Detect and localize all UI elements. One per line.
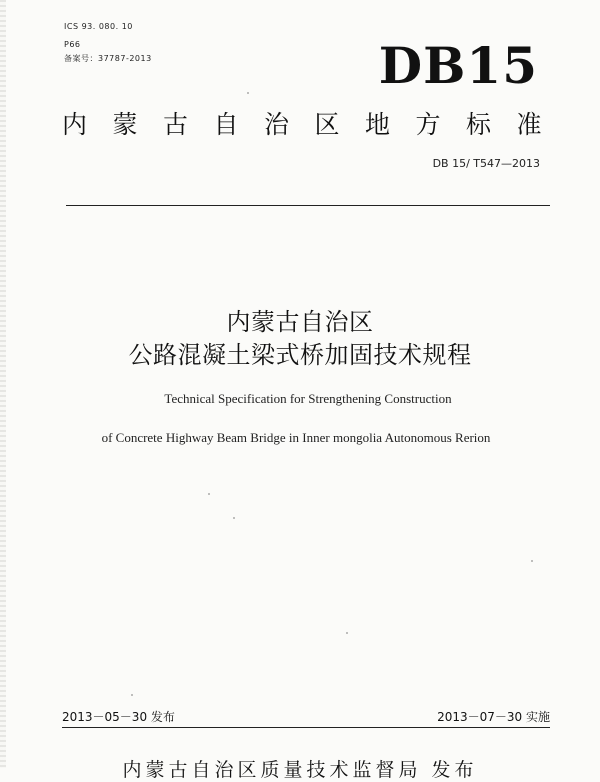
bottom-divider (62, 727, 550, 728)
scan-edge-shadow (0, 0, 6, 768)
effective-date: 2013－07－30 实施 (437, 710, 550, 724)
scan-speck (247, 92, 249, 94)
record-number: 备案号：37787-2013 (64, 54, 152, 63)
top-divider (66, 205, 550, 206)
scan-speck (208, 493, 210, 495)
scan-speck (346, 632, 348, 634)
title-en-line-1: Technical Specification for Strengthening Construction (164, 391, 452, 406)
db15-logo: DB15 (378, 36, 538, 95)
scan-speck (531, 560, 533, 562)
standard-number: DB 15/ T547—2013 (432, 157, 540, 170)
issuing-authority: 内蒙古自治区质量技术监督局 发布 (122, 759, 478, 781)
ics-code: ICS 93. 080. 10 (64, 22, 133, 31)
category-code: P66 (64, 40, 81, 49)
scan-speck (233, 517, 235, 519)
title-zh-line-1: 内蒙古自治区 (226, 308, 374, 336)
title-en-line-2: of Concrete Highway Beam Bridge in Inner mongolia Autonomous Rerion (101, 430, 491, 445)
standard-type-heading: 内蒙古自治区地方标准 (62, 110, 568, 139)
scan-speck (131, 694, 133, 696)
issue-date: 2013－05－30 发布 (62, 710, 175, 724)
title-zh-line-2: 公路混凝土梁式桥加固技术规程 (128, 341, 472, 369)
